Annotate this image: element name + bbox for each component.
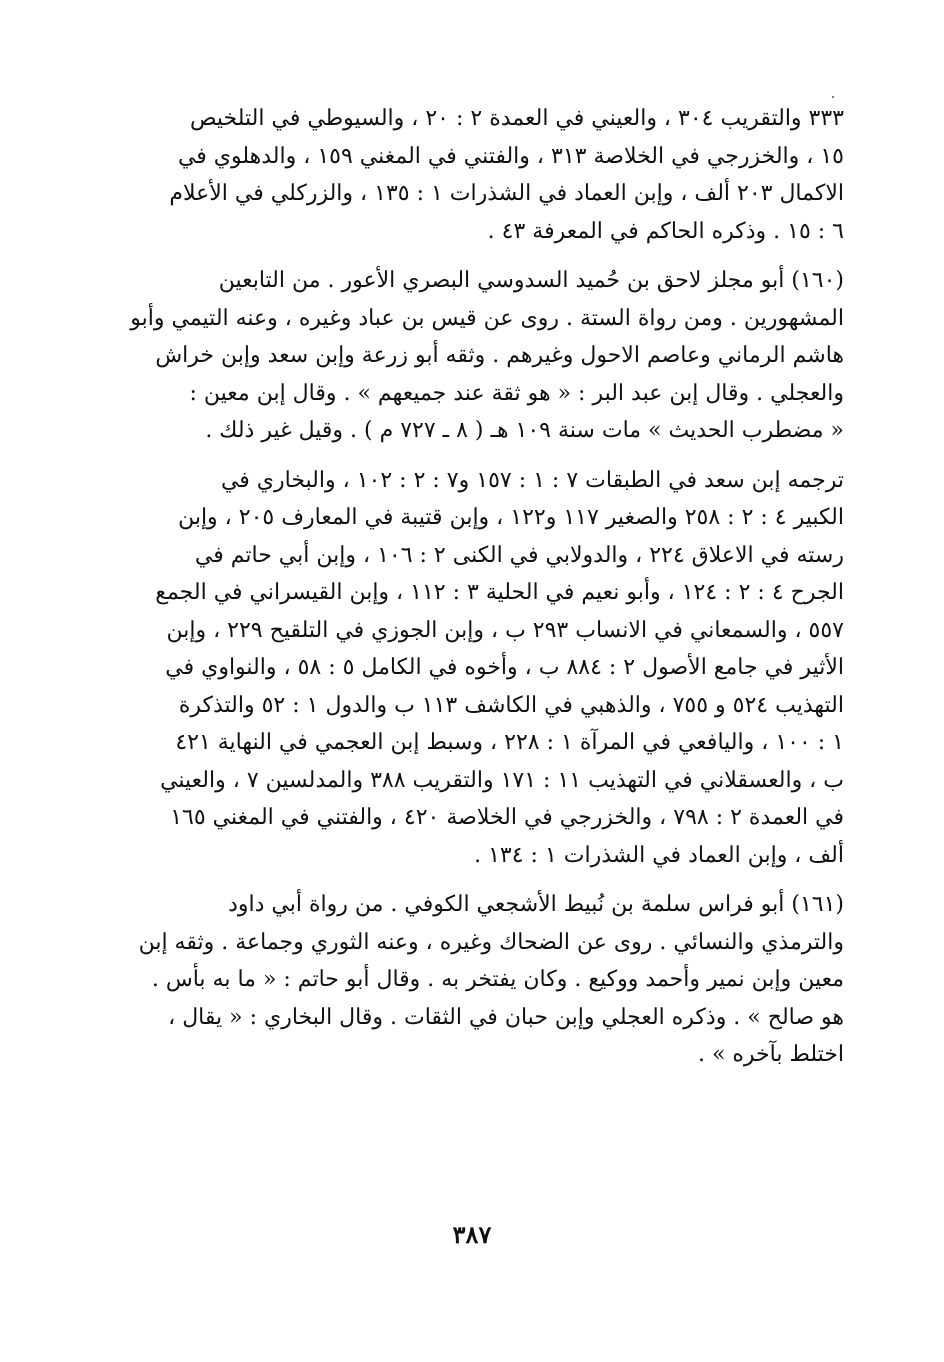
text-line: الجرح ٤ : ٢ : ١٢٤ ، وأبو نعيم في الحلية ٣ : ١١٢ ، وإبن القيسراني في الجمع	[155, 580, 844, 605]
text-line: ٣٣٣ والتقريب ٣٠٤ ، والعيني في العمدة ٢ : ٢٠ ، والسيوطي في التلخيص	[189, 106, 844, 131]
text-line: ١ : ١٠٠ ، واليافعي في المرآة ١ : ٢٢٨ ، وسبط إبن العجمي في النهاية ٤٢١	[175, 730, 844, 755]
text-line: الاكمال ٢٠٣ ألف ، وإبن العماد في الشذرات ١ : ١٣٥ ، والزركلي في الأعلام	[169, 181, 844, 206]
text-line: والعجلي . وقال إبن عبد البر : « هو ثقة عند جميعهم » . وقال إبن معين :	[189, 380, 844, 406]
page-body	[120, 100, 844, 1086]
page-number: ٣٨٧	[452, 1220, 492, 1249]
text-line: ب ، والعسقلاني في التهذيب ١١ : ١٧١ والتقريب ٣٨٨ والمدلسين ٧ ، والعيني	[160, 767, 844, 793]
text-line: والترمذي والنسائي . روى عن الضحاك وغيره ، وعنه الثوري وجماعة . وثقه إبن	[138, 929, 844, 955]
text-line: « مضطرب الحديث » مات سنة ١٠٩ هـ ( ٨ ـ ٧٢٧ م ) . وقيل غير ذلك .	[205, 418, 844, 443]
text-line: اختلط بآخره » .	[697, 1042, 844, 1067]
text-line: (١٦٠) أبو مجلز لاحق بن حُميد السدوسي البصري الأعور . من التابعين	[218, 268, 844, 293]
entry-160-references	[120, 462, 844, 875]
text-line: التهذيب ٥٢٤ و ٧٥٥ ، والذهبي في الكاشف ١١٣ ب والدول ١ : ٥٢ والتذكرة	[178, 692, 844, 718]
text-line: الأثير في جامع الأصول ٢ : ٨٨٤ ب ، وأخوه في الكامل ٥ : ٥٨ ، والنواوي في	[165, 655, 844, 680]
text-line: ٥٥٧ ، والسمعاني في الانساب ٢٩٣ ب ، وإبن الجوزي في التلقيح ٢٢٩ ، وإبن	[166, 617, 844, 643]
entry-160-paragraph	[120, 262, 844, 450]
text-line: معين وإبن نمير وأحمد ووكيع . وكان يفتخر به . وقال أبو حاتم : « ما به بأس .	[151, 967, 844, 992]
text-line: ١٥ ، والخزرجي في الخلاصة ٣١٣ ، والفتني في المغني ١٥٩ ، والدهلوي في	[177, 143, 844, 169]
footnote-paragraph-1	[120, 100, 844, 250]
text-line: هو صالح » . وذكره العجلي وإبن حبان في الثقات . وقال البخاري : « يقال ،	[168, 1004, 844, 1030]
text-line: (١٦١) أبو فراس سلمة بن نُبيط الأشجعي الكوفي . من رواة أبي داود	[228, 892, 844, 917]
text-line: هاشم الرماني وعاصم الاحول وغيرهم . وثقه أبو زرعة وإبن سعد وإبن خراش	[155, 343, 844, 368]
entry-161-paragraph	[120, 886, 844, 1074]
text-line: رسته في الاعلاق ٢٢٤ ، والدولابي في الكنى ٢ : ١٠٦ ، وإبن أبي حاتم في	[194, 542, 844, 568]
scan-artifact-dot	[832, 96, 834, 98]
text-line: في العمدة ٢ : ٧٩٨ ، والخزرجي في الخلاصة ٤٢٠ ، والفتني في المغني ١٦٥	[170, 805, 844, 830]
text-line: ٦ : ١٥ . وذكره الحاكم في المعرفة ٤٣ .	[487, 218, 844, 244]
text-line: المشهورين . ومن رواة الستة . روى عن قيس بن عباد وغيره ، وعنه التيمي وأبو	[130, 305, 844, 331]
text-line: ترجمه إبن سعد في الطبقات ٧ : ١ : ١٥٧ و٧ : ٢ : ١٠٢ ، والبخاري في	[220, 467, 844, 493]
text-line: الكبير ٤ : ٢ : ٢٥٨ والصغير ١١٧ و١٢٢ ، وإبن قتيبة في المعارف ٢٠٥ ، وإبن	[178, 505, 844, 530]
text-line: ألف ، وإبن العماد في الشذرات ١ : ١٣٤ .	[474, 842, 844, 868]
